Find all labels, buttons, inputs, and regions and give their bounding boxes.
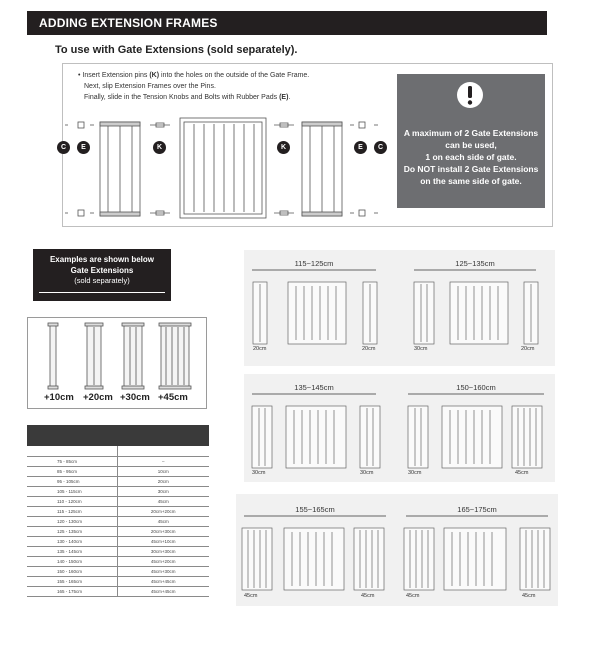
table-row: [27, 446, 209, 456]
instruction-text: • Insert Extension pins: [78, 72, 150, 79]
table-row: [27, 466, 209, 476]
table-cell: 115 - 125cm: [57, 508, 82, 514]
part-c-label-right: C: [374, 141, 387, 154]
config-5-left-label: 45cm: [244, 593, 258, 599]
table-cell: 45cm+10cm: [117, 536, 209, 546]
page-header: [27, 11, 547, 35]
part-e-label-right: E: [354, 141, 367, 154]
table-cell: 20cm+20cm: [117, 506, 209, 516]
config-2-right-label: 20cm: [521, 346, 535, 352]
table-row: [27, 496, 209, 506]
config-1-right-label: 20cm: [362, 346, 376, 352]
extension-30cm-label: +30cm: [120, 392, 150, 403]
table-cell: 130 - 140cm: [57, 538, 83, 544]
extension-frame: [242, 528, 272, 590]
config-5-right-label: 45cm: [361, 593, 375, 599]
section-subtitle: To use with Gate Extensions (sold separately).: [55, 44, 298, 56]
table-cell: 135 - 145cm: [57, 548, 83, 554]
extension-45cm-label: +45cm: [158, 392, 188, 403]
table-row: [27, 586, 209, 596]
config-1-width-label: 115~125cm: [294, 259, 334, 268]
table-cell: 20cm: [117, 476, 209, 486]
warning-line: on the same side of gate.: [420, 176, 522, 186]
part-c-label-left: C: [57, 141, 70, 154]
gate-frame: [286, 406, 346, 468]
table-row: [27, 566, 209, 576]
table-cell: 140 - 150cm: [57, 558, 83, 564]
warning-line: 1 on each side of gate.: [425, 152, 517, 162]
instructions: [78, 70, 309, 103]
extension-frame: [408, 406, 428, 468]
config-4-width-label: 150~160cm: [456, 383, 496, 392]
table-row: [27, 536, 209, 546]
instruction-text: into the holes on the outside of the Gate Frame.: [159, 72, 310, 79]
table-cell: 45cm: [117, 516, 209, 526]
config-3-width-label: 135~145cm: [294, 383, 334, 392]
gate-frame: [284, 528, 344, 590]
table-row: [27, 506, 209, 516]
tension-knob-part: [78, 210, 84, 216]
warning-line: A maximum of 2 Gate Extensions: [403, 128, 539, 138]
tension-knob-part: [78, 122, 84, 128]
extension-frame: [414, 282, 434, 344]
table-cell: 30cm: [117, 486, 209, 496]
table-row: [27, 456, 209, 466]
table-cell: 45cm+20cm: [117, 556, 209, 566]
warning-text: [397, 127, 545, 187]
extension-frame: [520, 528, 550, 590]
extension-frame: [404, 528, 434, 590]
table-cell: 10cm: [117, 466, 209, 476]
table-row: [27, 576, 209, 586]
gate-frame: [288, 282, 346, 344]
table-cell: 110 - 120cm: [57, 498, 82, 504]
config-6-left-label: 45cm: [406, 593, 420, 599]
table-cell: 30cm+30cm: [117, 546, 209, 556]
size-table: [27, 425, 209, 597]
extension-frame: [360, 406, 380, 468]
table-cell: –: [117, 456, 209, 466]
table-row: [27, 556, 209, 566]
instruction-line-2: Next, slip Extension Frames over the Pins.: [84, 83, 216, 90]
extension-20cm-label: +20cm: [83, 392, 113, 403]
part-e-label-left: E: [77, 141, 90, 154]
table-header-cell: [117, 425, 209, 446]
table-cell: [27, 446, 117, 456]
extension-10cm-label: +10cm: [44, 392, 74, 403]
extension-frame: [512, 406, 542, 468]
instruction-text: Finally, slide in the Tension Knobs and Bolts with Rubber Pads: [84, 94, 280, 101]
gate-frame: [450, 282, 508, 344]
warning-line: Do NOT install 2 Gate Extensions: [403, 164, 539, 174]
extension-30cm-frame: [124, 325, 142, 387]
extension-frames-drawing: [27, 317, 207, 392]
examples-line-1: Examples are shown below: [49, 255, 155, 264]
table-cell: 85 - 95cm: [57, 468, 78, 474]
warning-line: can be used,: [445, 140, 497, 150]
page-title: ADDING EXTENSION FRAMES: [39, 16, 218, 30]
gate-frame: [180, 118, 266, 218]
exclamation-icon: [455, 80, 485, 110]
config-6-width-label: 165~175cm: [457, 505, 497, 514]
config-5-width-label: 155~165cm: [295, 505, 335, 514]
table-cell: 105 - 115cm: [57, 488, 82, 494]
extension-frame: [252, 406, 272, 468]
instruction-line-1: [78, 70, 309, 81]
gate-frame: [442, 406, 502, 468]
config-2-width-label: 125~135cm: [455, 259, 495, 268]
table-row: [27, 526, 209, 536]
table-cell: 150 - 160cm: [57, 568, 83, 574]
table-header-row: [27, 425, 209, 446]
table-cell: [117, 446, 209, 456]
config-3-right-label: 30cm: [360, 470, 374, 476]
gate-frame: [444, 528, 506, 590]
table-header-cell: [27, 425, 117, 446]
table-cell: 165 - 175cm: [57, 588, 83, 594]
examples-line-2: Gate Extensions: [70, 266, 134, 275]
table-cell: 45cm+45cm: [117, 576, 209, 586]
config-6-right-label: 45cm: [522, 593, 536, 599]
extension-10cm-frame: [50, 325, 56, 387]
table-cell: 45cm+45cm: [117, 586, 209, 596]
table-row: [27, 476, 209, 486]
part-ref-e: (E): [279, 94, 289, 101]
extension-45cm-frame: [161, 325, 189, 387]
part-k-label-left: K: [153, 141, 166, 154]
part-k-label-right: K: [277, 141, 290, 154]
config-2-left-label: 30cm: [414, 346, 428, 352]
exploded-assembly-diagram: [62, 112, 397, 224]
table-cell: 45cm: [117, 496, 209, 506]
table-cell: 125 - 135cm: [57, 528, 83, 534]
table-cell: 155 - 165cm: [57, 578, 83, 584]
part-ref-k: (K): [149, 72, 160, 79]
table-row: [27, 516, 209, 526]
instruction-text: .: [288, 94, 291, 101]
table-cell: 120 - 130cm: [57, 518, 83, 524]
config-3-left-label: 30cm: [252, 470, 266, 476]
table-cell: 20cm+30cm: [117, 526, 209, 536]
gate-configurations-drawing: [236, 250, 561, 610]
extension-frame: [354, 528, 384, 590]
config-4-right-label: 45cm: [515, 470, 529, 476]
table-row: [27, 486, 209, 496]
config-1-left-label: 20cm: [253, 346, 267, 352]
table-row: [27, 546, 209, 556]
table-cell: 95 - 105cm: [57, 478, 80, 484]
config-4-left-label: 30cm: [408, 470, 422, 476]
examples-line-3: (sold separately): [74, 276, 130, 285]
examples-underline: [39, 292, 165, 293]
table-cell: 75 - 85cm: [57, 458, 78, 464]
instruction-line-3: [78, 92, 309, 103]
examples-heading: [33, 254, 171, 276]
table-cell: 45cm+30cm: [117, 566, 209, 576]
